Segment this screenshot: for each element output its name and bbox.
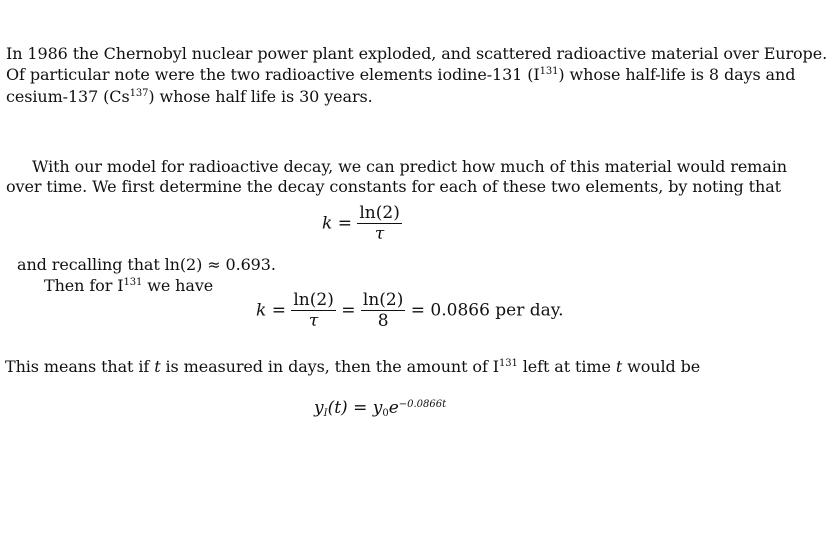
- equation-iodine-amount: $y_I(t) = y_0e^{-0.0866t}$: [314, 398, 447, 419]
- fraction-ln2-over-tau: $\frac{\ln(2)}{\tau}$: [359, 203, 400, 244]
- intro-line-2: Of particular note were the two radioactive elements iodine-131 $(I^{131})$ whose half-life is 8 days and: [6, 65, 796, 84]
- recall-line-2: Then for $I^{131}$ we have: [44, 276, 214, 295]
- intro-line-1: In 1986 the Chernobyl nuclear power plant exploded, and scattered radioactive material over Europe.: [6, 44, 827, 63]
- model-line-2: over time. We first determine the decay constants for each of these two elements, by noting that: [6, 177, 781, 196]
- equation-decay-constant: k = $\frac{\ln(2)}{\tau}$: [322, 203, 400, 244]
- model-line-1: With our model for radioactive decay, we can predict how much of this material would remain: [32, 157, 787, 176]
- recall-line-1: and recalling that ln(2) ≈ 0.693.: [17, 255, 276, 274]
- means-line: This means that if t is measured in days, then the amount of $I^{131}$ left at time t would be: [5, 357, 701, 376]
- fraction-ln2-over-8: $\frac{\ln(2)}{8}$: [362, 290, 404, 331]
- equation-iodine-constant: k = $\frac{\ln(2)}{\tau}$ = $\frac{\ln(2)}{8}$ = 0.0866 per day.: [256, 290, 564, 331]
- fraction-ln2-over-tau: $\frac{\ln(2)}{\tau}$: [293, 290, 334, 331]
- intro-line-3: cesium-137 (Cs$^{137}$) whose half life is 30 years.: [6, 87, 373, 106]
